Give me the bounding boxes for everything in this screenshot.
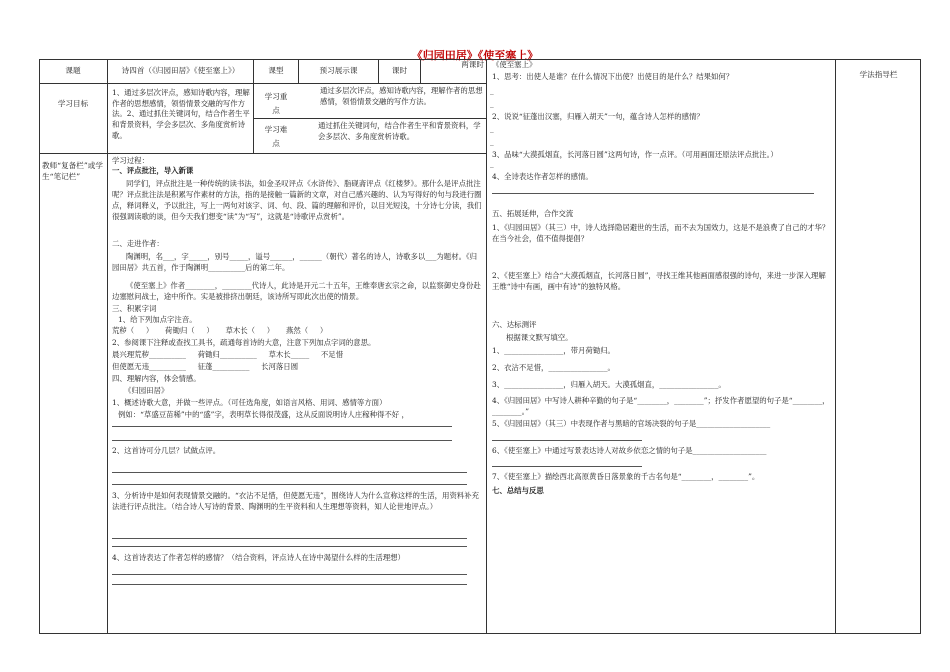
- section-5-heading: 五、拓展延伸，合作交流: [492, 209, 574, 218]
- test-5: 5、《归园田居》（其三）中表现作者与黑暗的官场决裂的句子是____________________: [492, 419, 771, 428]
- phrases-row-2: 但使愿无违__________ 征蓬__________ 长河落日圆: [112, 362, 299, 371]
- section-3-heading: 三、积累字词: [112, 304, 157, 313]
- phrases-row-1: 晨兴理荒秽__________ 荷锄归__________ 草木长_____ 不足惜: [112, 350, 344, 359]
- section-1-heading: 一、评点批注，导入新课: [112, 166, 194, 175]
- author-tao-yuanming: 陶渊明，名___，字_____，别号_____，谥号______，______（朝代）著名的诗人，诗歌多以___为题材。《归园田居》共五首，作于陶渊明__________后的第二年。: [112, 252, 478, 273]
- goals-text: 1、通过多层次评点，感知诗歌内容，理解作者的思想感情，领悟情景交融的写作方法。2、通过抓住关键词句，结合作者生平和背景资料，学会多层次、多角度赏析诗歌。: [112, 88, 250, 140]
- section-6-subhead: 根据课文默写填空。: [506, 333, 573, 342]
- focus-label: 学习重点: [264, 92, 288, 115]
- question-1: 1、概述诗歌大意，并做一些评点。（可任选角度，如语言风格、用词、感情等方面）: [112, 398, 387, 407]
- test-7: 7、《使至塞上》描绘西北高原黄昏日落景象的千古名句是“________，________”。: [492, 472, 760, 481]
- topic-value: 诗四首（《归园田居》《使至塞上》）: [121, 66, 240, 75]
- section-1-text: 同学们，评点批注是一种传统的读书法，如金圣叹评点《水浒传》、脂砚斋评点《红楼梦》。那什么是评点批注呢？评点批注法是积累写作素材的方法，指的是接触一篇新的文章，对自己感兴趣的、认为写得好的句与段进行圈点，释词释义，予以批注，写上一两句对该字、词、句、段、篇的理解和评价，以目光短浅，十分诗七分读，我们很强调读歌的谈，但今天我们想变“读”为“写”，这就是“诗歌评点赏析”。: [112, 179, 482, 222]
- test-1: 1、________________，带月荷锄归。: [492, 346, 615, 355]
- type-value: 预习展示课: [319, 66, 358, 75]
- question-3: 3、分析诗中是如何表现情景交融的。“衣沾不足惜，但使愿无违”，围绕诗人为什么宣称这样的生活，用资料补充法进行评点批注。（结合诗人写诗的背景、陶渊明的生平资料和人生理想等资料，知人论世地评点。）: [112, 491, 480, 512]
- extension-1: 1、《归园田居》（其三）中，诗人选择隐居避世的生活，而不去为国效力，这是不是浪费了自己的才华？在当今社会，值不值得提倡？: [492, 223, 830, 244]
- q-pinyin: 1、给下列加点字注音。: [118, 315, 197, 324]
- goals-label: 学习目标: [57, 99, 89, 108]
- test-3: 3、________________，归雁入胡天。大漠孤烟直，________________。: [492, 380, 726, 389]
- type-label: 课型: [268, 66, 284, 75]
- page-title: 《归园田居》《使至塞上》: [411, 49, 539, 62]
- difficulty-label: 学习难点: [264, 125, 288, 148]
- hours-value: 两课时: [461, 60, 484, 69]
- pinyin-words: 荒秽（ ） 荷锄归（ ） 草木长（ ） 燕然（ ）: [112, 326, 328, 335]
- question-4: 4、这首诗表达了作者怎样的感情？（结合资料，评点诗人在诗中渴望什么样的生活理想）: [112, 553, 405, 562]
- q-meanings: 2、参阅课下注释或查找工具书，疏通每首诗的大意，注意下列加点字词的意思。: [112, 338, 376, 347]
- extension-2: 2、《使至塞上》结合“大漠孤烟直，长河落日圆”，寻找王维其他画面感很强的诗句，来进一步深入理解王维“诗中有画，画中有诗”的独特风格。: [492, 271, 826, 292]
- hours-label: 课时: [391, 66, 408, 75]
- section-6-heading: 六、达标测评: [492, 320, 537, 329]
- test-2: 2、衣沾不足惜，________________。: [492, 363, 615, 372]
- topic-label: 课题: [65, 66, 81, 75]
- section-7-heading: 七、总结与反思: [492, 486, 544, 495]
- right-question-2: 2、说说“征蓬出汉塞，归雁入胡天”一句，蕴含诗人怎样的感情？: [492, 112, 704, 121]
- right-question-4: 4、全诗表达作者怎样的感情。: [492, 172, 593, 181]
- test-6: 6、《使至塞上》中通过写景表达诗人对故乡依恋之情的句子是____________________: [492, 446, 767, 455]
- poem-1-title: 《归园田居》: [124, 386, 169, 395]
- guide-column-label: 学法指导栏: [859, 70, 898, 79]
- question-1-example: 例如：“草盛豆苗稀”中的“盛”字，表明草长得很茂盛，这从反面说明诗人庄稼种得不好 ，: [118, 410, 409, 419]
- right-question-1: 1、思考：出使人是谁？在什么情况下出使？出使目的是什么？结果如何？: [492, 72, 734, 81]
- section-4-heading: 四、理解内容，体会情感。: [112, 374, 201, 383]
- author-wang-wei: 《使至塞上》作者________，________代诗人，此诗是开元二十五年，王维奉唐玄宗之命，以监察御史身份赴边塞慰问战士，途中所作。实是被排挤出朝廷，该诗所写即此次出使的情景。: [112, 281, 481, 302]
- section-2-heading: 二、走进作者：: [112, 239, 164, 248]
- difficulty-text: 通过抓住关键词句，结合作者生平和背景资料，学会多层次、多角度赏析诗歌。: [318, 121, 481, 141]
- question-2: 2、这首诗可分几层？试做点评。: [112, 446, 221, 455]
- test-4: 4、《归园田居》中写诗人耕种辛勤的句子是“________，________”；抒发作者愿望的句子是“________，________。”: [492, 396, 830, 417]
- process-head: 学习过程：: [112, 156, 149, 165]
- right-question-3: 3、品味“大漠孤烟直，长河落日圆”这两句诗，作一点评。（可用画面还原法评点批注。）: [492, 150, 778, 159]
- teacher-notes-label: 教师“复备栏”或学生“笔记栏”: [42, 161, 103, 181]
- poem-2-title: 《使至塞上》: [492, 60, 537, 69]
- focus-text: 通过多层次评点，感知诗歌内容，理解作者的思想感情，领悟情景交融的写作方法。: [320, 86, 483, 106]
